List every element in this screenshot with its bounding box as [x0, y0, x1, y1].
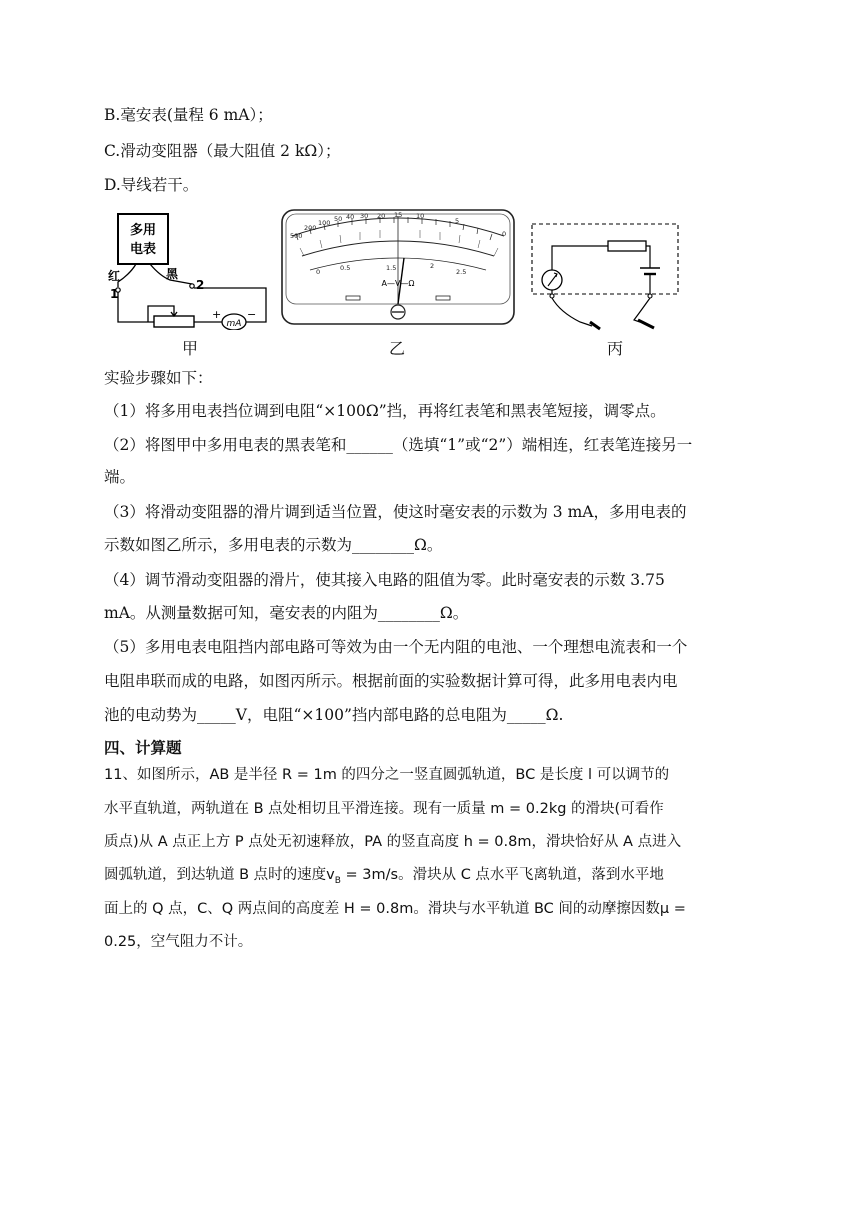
- ohm-tick-50: 50: [334, 215, 343, 223]
- sub-tick-2-5: 2.5: [456, 268, 467, 276]
- ma-label: mA: [226, 319, 242, 329]
- sub-tick-2: 2: [430, 262, 435, 270]
- plus-label: +: [212, 308, 222, 321]
- step-3-line-2: 示数如图乙所示，多用电表的示数为________Ω。: [104, 536, 443, 554]
- q11-line-3: 质点)从 A 点正上方 P 点处无初速释放，PA 的竖直高度 h = 0.8m，滑块恰好从 A 点进入: [104, 834, 682, 850]
- caption-jia: 甲: [182, 339, 199, 358]
- step-5-line-1: （5）多用电表电阻挡内部电路可等效为由一个无内阻的电池、一个理想电流表和一个: [104, 638, 688, 656]
- caption-bing: 丙: [607, 339, 624, 358]
- terminal-1-label: 1: [110, 287, 119, 301]
- section-heading: 四、计算题: [104, 739, 182, 757]
- figure-bing: [530, 222, 682, 334]
- q11-line-4-tail: = 3m/s。滑块从 C 点水平飞离轨道，落到水平地: [340, 867, 664, 883]
- ohm-tick-5: 5: [455, 217, 460, 225]
- figure-jia: [108, 212, 270, 330]
- ohm-tick-100: 100: [318, 219, 331, 227]
- figure-yi: [280, 208, 518, 328]
- step-2-line-1: （2）将图甲中多用电表的黑表笔和______（选填“1”或“2”）端相连，红表笔连接另一: [104, 436, 693, 454]
- q11-line-5: 面上的 Q 点，C、Q 两点间的高度差 H = 0.8m。滑块与水平轨道 BC 间的动摩擦因数μ =: [104, 901, 686, 917]
- step-5-line-3: 池的电动势为_____V，电阻“×100”挡内部电路的总电阻为_____Ω.: [104, 706, 564, 724]
- step-4-line-2: mA。从测量数据可知，毫安表的内阻为________Ω。: [104, 604, 469, 622]
- ohm-tick-500: 500: [290, 232, 303, 240]
- caption-yi: 乙: [389, 339, 406, 358]
- sub-tick-0-5: 0.5: [340, 264, 351, 272]
- step-5-line-2: 电阻串联而成的电路，如图丙所示。根据前面的实验数据计算可得，此多用电表内电: [104, 672, 678, 690]
- step-2-line-2: 端。: [104, 468, 136, 486]
- ohm-tick-15: 15: [394, 211, 403, 219]
- option-c: C.滑动变阻器（最大阻值 2 kΩ）；: [104, 142, 341, 160]
- minus-label: −: [247, 308, 257, 321]
- q11-line-2: 水平直轨道，两轨道在 B 点处相切且平滑连接。现有一质量 m = 0.2kg 的滑块(可看作: [104, 801, 664, 817]
- vb-subscript: B: [334, 875, 341, 886]
- meter-label-1: 多用: [129, 223, 157, 238]
- red-probe-label: 红: [108, 269, 121, 283]
- step-1: （1）将多用电表挡位调到电阻“×100Ω”挡，再将红表笔和黑表笔短接，调零点。: [104, 402, 666, 420]
- q11-line-1: 11、如图所示，AB 是半径 R = 1m 的四分之一竖直圆弧轨道，BC 是长度 l 可以调节的: [104, 767, 670, 783]
- option-b: B.毫安表(量程 6 mA）；: [104, 106, 273, 124]
- ohm-tick-20: 20: [377, 212, 386, 220]
- q11-line-6: 0.25，空气阻力不计。: [104, 934, 253, 950]
- black-probe-label: 黑: [166, 267, 179, 281]
- option-d: D.导线若干。: [104, 176, 199, 194]
- ohm-tick-10: 10: [416, 212, 425, 220]
- step-3-line-1: （3）将滑动变阻器的滑片调到适当位置，使这时毫安表的示数为 3 mA，多用电表的: [104, 503, 687, 521]
- ohm-tick-40: 40: [346, 213, 355, 221]
- step-4-line-1: （4）调节滑动变阻器的滑片，使其接入电路的阻值为零。此时毫安表的示数 3.75: [104, 571, 665, 589]
- sub-tick-0: 0: [316, 268, 321, 276]
- terminal-2-label: 2: [196, 278, 205, 292]
- ohm-tick-30: 30: [360, 212, 369, 220]
- steps-intro: 实验步骤如下：: [104, 369, 213, 387]
- ohm-tick-200: 200: [304, 224, 317, 232]
- q11-line-4-head: 圆弧轨道，到达轨道 B 点时的速度v: [104, 867, 335, 883]
- ohm-tick-0: 0: [502, 230, 507, 238]
- mid-mark: 1.5: [386, 264, 397, 272]
- meter-label-2: 电表: [129, 242, 157, 257]
- scale-mode-label: A—V—Ω: [381, 279, 415, 288]
- q11-line-4: [104, 865, 664, 891]
